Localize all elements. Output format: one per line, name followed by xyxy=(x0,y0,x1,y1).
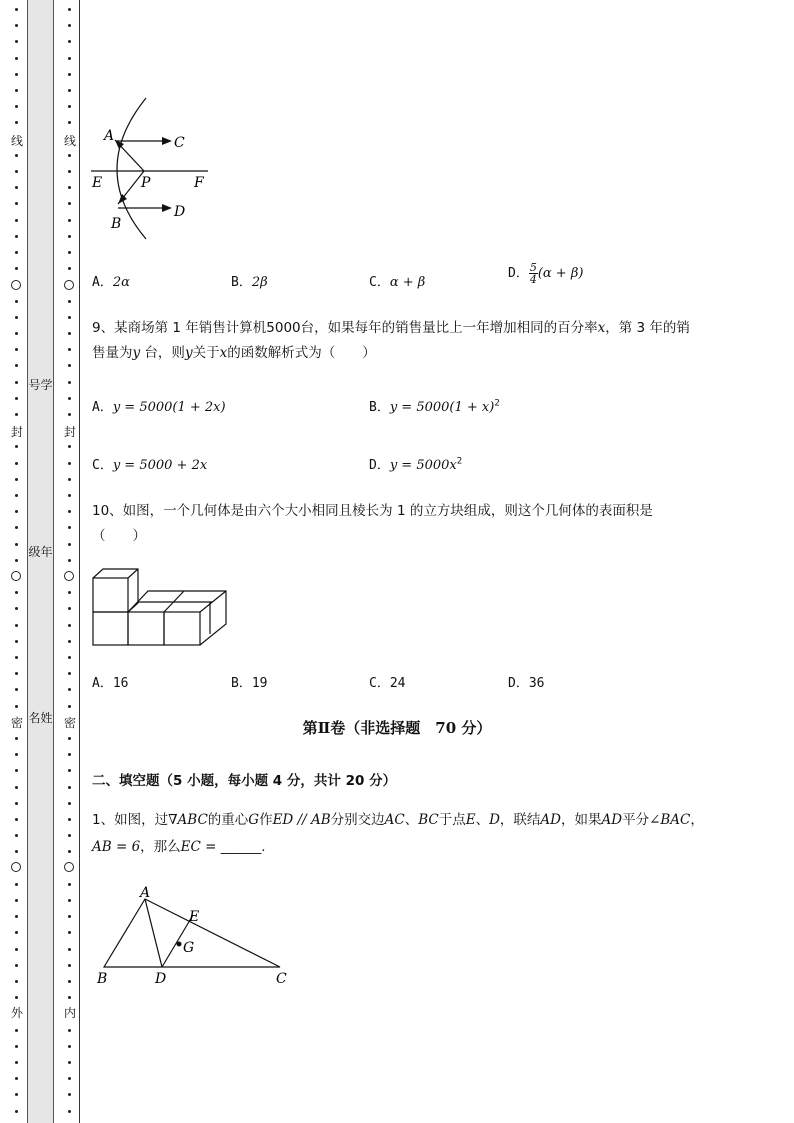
binding-dot xyxy=(68,850,71,853)
binding-dot xyxy=(15,494,18,497)
inner-dot-column xyxy=(63,0,75,1123)
binding-dot xyxy=(15,915,18,918)
q9-option-c[interactable]: C．y = 5000 + 2x xyxy=(92,458,208,473)
triangle-figure xyxy=(92,882,297,992)
binding-dot xyxy=(68,559,71,562)
section-title: 第Ⅱ卷（非选择题 70 分） xyxy=(302,719,492,737)
binding-dot xyxy=(15,948,18,951)
binding-dot xyxy=(68,769,71,772)
binding-dot xyxy=(68,348,71,351)
binding-dot xyxy=(15,1110,18,1113)
binding-dot xyxy=(15,883,18,886)
binding-dot xyxy=(15,688,18,691)
binding-strip xyxy=(0,0,82,1123)
binding-dot xyxy=(68,300,71,303)
binding-dot xyxy=(15,705,18,708)
tri-label-a: A xyxy=(140,885,151,901)
binding-mark: 封 xyxy=(63,425,76,439)
binding-dot xyxy=(68,1110,71,1113)
fraction: $\frac{5}{4}$ xyxy=(529,261,537,286)
q8-option-a[interactable]: A．2α xyxy=(92,275,130,290)
binding-dot xyxy=(68,478,71,481)
binding-dot xyxy=(68,526,71,529)
fill1-text-line2: AB = 6，那么EC = ______. xyxy=(92,839,266,855)
binding-dot xyxy=(15,300,18,303)
binding-dot xyxy=(15,818,18,821)
binding-dot xyxy=(68,818,71,821)
binding-dot xyxy=(68,883,71,886)
binding-dot xyxy=(68,688,71,691)
binding-dot xyxy=(68,57,71,60)
q10-text-line1: 10、如图，一个几何体是由六个大小相同且棱长为 1 的立方块组成，则这个几何体的表面积是 xyxy=(92,503,653,519)
binding-mark: 密 xyxy=(63,716,76,730)
binding-mark: 线 xyxy=(63,134,76,148)
binding-dot xyxy=(68,1061,71,1064)
binding-dot xyxy=(15,397,18,400)
binding-dot xyxy=(15,105,18,108)
binding-dot xyxy=(68,656,71,659)
binding-dot xyxy=(15,964,18,967)
binding-dot xyxy=(68,267,71,270)
binding-dot xyxy=(15,591,18,594)
binding-dot xyxy=(15,57,18,60)
binding-dot xyxy=(15,786,18,789)
binding-dot xyxy=(68,1077,71,1080)
angle-figure xyxy=(88,95,218,245)
q10-text-line2: （ ） xyxy=(92,528,146,544)
field-name: 名姓 xyxy=(28,711,53,725)
label-e: E xyxy=(92,175,103,191)
binding-ring xyxy=(64,571,74,581)
fill1-text-line1: 1、如图，过∇ABC的重心G作ED // AB分别交边AC、BC于点E、D，联结AD，如果AD平分∠BAC， xyxy=(92,812,704,828)
binding-dot xyxy=(68,980,71,983)
binding-dot xyxy=(15,267,18,270)
field-class: 级年 xyxy=(28,545,53,559)
binding-dot xyxy=(68,1093,71,1096)
label-f: F xyxy=(194,175,204,191)
binding-dot xyxy=(15,40,18,43)
binding-dot xyxy=(68,948,71,951)
tri-label-d: D xyxy=(155,971,167,987)
binding-dot xyxy=(15,1077,18,1080)
binding-dot xyxy=(68,510,71,513)
binding-dot xyxy=(15,381,18,384)
q9-text-line1: 9、某商场第 1 年销售计算机5000台，如果每年的销售量比上一年增加相同的百分率x，第 3 年的销 xyxy=(92,320,690,336)
binding-dot xyxy=(68,202,71,205)
q9-text-line2: 售量为y 台，则y关于x的函数解析式为（ ） xyxy=(92,345,376,361)
binding-dot xyxy=(68,1029,71,1032)
binding-dot xyxy=(68,235,71,238)
binding-dot xyxy=(68,40,71,43)
binding-dot xyxy=(15,834,18,837)
outer-dot-column xyxy=(10,0,22,1123)
student-info-bar xyxy=(27,0,54,1123)
binding-ring xyxy=(11,571,21,581)
binding-dot xyxy=(68,397,71,400)
binding-ring xyxy=(64,862,74,872)
binding-dot xyxy=(15,802,18,805)
answer-blank[interactable]: ______. xyxy=(220,839,266,855)
binding-dot xyxy=(15,996,18,999)
binding-dot xyxy=(15,478,18,481)
binding-mark: 封 xyxy=(10,425,23,439)
binding-mark: 外 xyxy=(10,1006,23,1020)
q10-option-c[interactable]: C．24 xyxy=(369,676,406,691)
binding-dot xyxy=(15,656,18,659)
binding-dot xyxy=(68,931,71,934)
section-subtitle: 二、填空题（5 小题，每小题 4 分，共计 20 分） xyxy=(92,773,397,789)
binding-dot xyxy=(68,121,71,124)
binding-dot xyxy=(15,202,18,205)
tri-label-e: E xyxy=(189,909,200,925)
binding-dot xyxy=(68,219,71,222)
binding-dot xyxy=(15,931,18,934)
binding-dot xyxy=(68,964,71,967)
label-d: D xyxy=(174,204,186,220)
q9-option-a[interactable]: A．y = 5000(1 + 2x) xyxy=(92,400,226,415)
tri-label-b: B xyxy=(97,971,108,987)
binding-ring xyxy=(64,280,74,290)
binding-dot xyxy=(15,850,18,853)
binding-dot xyxy=(15,640,18,643)
tri-label-c: C xyxy=(276,971,287,987)
binding-dot xyxy=(15,899,18,902)
binding-dot xyxy=(15,89,18,92)
binding-dot xyxy=(68,251,71,254)
binding-dot xyxy=(68,413,71,416)
binding-dot xyxy=(68,899,71,902)
binding-dot xyxy=(15,154,18,157)
q8-option-b[interactable]: B．2β xyxy=(231,275,268,290)
binding-dot xyxy=(68,8,71,11)
q10-option-d[interactable]: D．36 xyxy=(508,676,545,691)
binding-dot xyxy=(15,624,18,627)
binding-dot xyxy=(15,219,18,222)
binding-dot xyxy=(15,251,18,254)
label-c: C xyxy=(174,135,185,151)
binding-dot xyxy=(68,186,71,189)
binding-dot xyxy=(15,8,18,11)
binding-dot xyxy=(15,672,18,675)
q9-option-d[interactable]: D．$y = 5000x^2$ xyxy=(369,456,463,473)
binding-dot xyxy=(68,494,71,497)
binding-dot xyxy=(68,73,71,76)
binding-dot xyxy=(68,624,71,627)
binding-dot xyxy=(68,753,71,756)
binding-dot xyxy=(15,543,18,546)
binding-dot xyxy=(68,834,71,837)
binding-dot xyxy=(15,413,18,416)
binding-dot xyxy=(15,316,18,319)
binding-dot xyxy=(15,24,18,27)
binding-dot xyxy=(15,510,18,513)
q10-option-b[interactable]: B．19 xyxy=(231,676,268,691)
binding-dot xyxy=(68,462,71,465)
binding-dot xyxy=(68,24,71,27)
binding-dot xyxy=(15,348,18,351)
binding-dot xyxy=(68,381,71,384)
field-exam-number: 号学 xyxy=(28,378,53,392)
binding-dot xyxy=(15,364,18,367)
binding-dot xyxy=(15,1045,18,1048)
binding-ring xyxy=(11,280,21,290)
binding-dot xyxy=(15,526,18,529)
binding-dot xyxy=(68,591,71,594)
q9-option-b[interactable]: B．$y = 5000(1 + x)^2$ xyxy=(369,398,500,415)
binding-dot xyxy=(15,121,18,124)
binding-dot xyxy=(68,915,71,918)
binding-dot xyxy=(15,769,18,772)
binding-dot xyxy=(68,445,71,448)
binding-dot xyxy=(15,186,18,189)
binding-dot xyxy=(15,1029,18,1032)
q8-option-c[interactable]: C．α + β xyxy=(369,275,426,290)
binding-dot xyxy=(68,105,71,108)
binding-dot xyxy=(15,1061,18,1064)
binding-mark: 内 xyxy=(63,1006,76,1020)
binding-dot xyxy=(68,543,71,546)
binding-dot xyxy=(68,89,71,92)
binding-dot xyxy=(68,802,71,805)
binding-dot xyxy=(15,980,18,983)
label-a: A xyxy=(104,128,115,144)
q8-option-d[interactable]: D． $\frac{5}{4}$ (α + β) xyxy=(508,261,584,286)
binding-mark: 密 xyxy=(10,716,23,730)
binding-dot xyxy=(15,753,18,756)
binding-dot xyxy=(15,559,18,562)
label-b: B xyxy=(111,216,122,232)
binding-dot xyxy=(15,445,18,448)
binding-mark: 线 xyxy=(10,134,23,148)
binding-dot xyxy=(68,786,71,789)
binding-dot xyxy=(15,462,18,465)
binding-dot xyxy=(68,705,71,708)
binding-ring xyxy=(11,862,21,872)
binding-dot xyxy=(15,73,18,76)
binding-dot xyxy=(68,364,71,367)
binding-dot xyxy=(68,1045,71,1048)
binding-dot xyxy=(68,672,71,675)
tri-label-g: G xyxy=(183,940,195,956)
binding-dot xyxy=(15,332,18,335)
binding-dot xyxy=(15,235,18,238)
binding-dot xyxy=(68,607,71,610)
binding-dot xyxy=(68,996,71,999)
binding-dot xyxy=(68,154,71,157)
label-p: P xyxy=(141,175,151,191)
margin-line xyxy=(79,0,80,1123)
q10-option-a[interactable]: A．16 xyxy=(92,676,129,691)
binding-dot xyxy=(15,607,18,610)
binding-dot xyxy=(68,640,71,643)
cube-figure xyxy=(90,566,230,650)
binding-dot xyxy=(15,1093,18,1096)
binding-dot xyxy=(68,332,71,335)
binding-dot xyxy=(68,170,71,173)
binding-dot xyxy=(68,316,71,319)
binding-dot xyxy=(15,170,18,173)
